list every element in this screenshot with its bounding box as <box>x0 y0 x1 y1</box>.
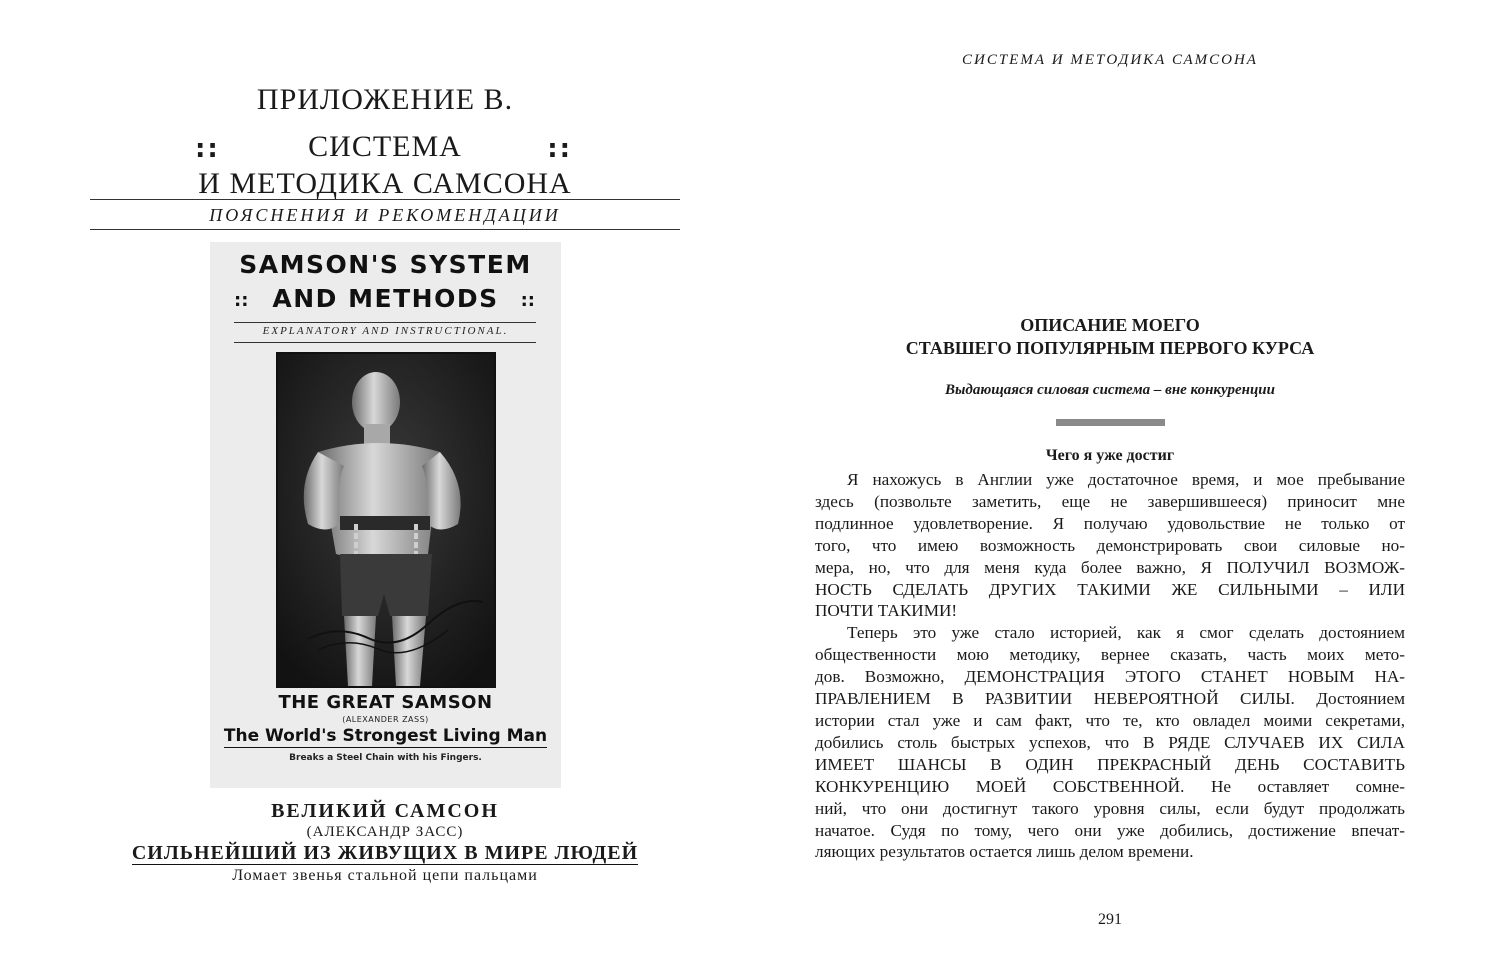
section-title-line-2: СТАВШЕГО ПОПУЛЯРНЫМ ПЕРВОГО КУРСА <box>905 338 1315 358</box>
title-rule-top <box>90 199 680 200</box>
body-line: здесь (позвольте заметить, еще не завершившееся) приносит мне <box>815 491 1405 511</box>
ornament-dots-left: :: <box>195 134 220 164</box>
poster-subtitle: EXPLANATORY AND INSTRUCTIONAL. <box>262 325 509 337</box>
poster-caption-name: THE GREAT SAMSON <box>278 692 493 713</box>
section-subtitle: Выдающаяся силовая система – вне конкуренции <box>945 382 1275 398</box>
body-line: подлинное удовлетворение. Я получаю удовольствие не только от <box>815 513 1405 533</box>
body-line: общественности мою методику, вернее сказать, часть моих мето- <box>815 645 1405 665</box>
poster-rule-bottom <box>234 342 536 343</box>
subhead: Чего я уже достиг <box>1045 447 1175 464</box>
strongman-figure-icon <box>278 354 494 686</box>
body-line: ИМЕЕТ ШАНСЫ В ОДИН ПРЕКРАСНЫЙ ДЕНЬ СОСТАВИТЬ <box>815 754 1405 774</box>
section-title <box>815 314 1405 360</box>
poster-ornament-left: :: <box>234 290 249 311</box>
poster-image <box>210 242 561 788</box>
poster-caption-real-name: (ALEXANDER ZASS) <box>342 715 429 724</box>
title-rule-bottom <box>90 229 680 230</box>
body-line: НОСТЬ СДЕЛАТЬ ДРУГИХ ТАКИМИ ЖЕ СИЛЬНЫМИ – ИЛИ <box>815 579 1405 599</box>
body-text <box>815 469 1405 863</box>
section-divider-bar <box>1056 419 1165 426</box>
poster-ornament-right: :: <box>520 290 535 311</box>
body-line: истории стал уже и сам факт, что те, кто овладел моими секретами, <box>815 710 1405 730</box>
body-line: ПРАВЛЕНИЕМ В РАЗВИТИИ НЕВЕРОЯТНОЙ СИЛЫ. Достоянием <box>815 689 1405 709</box>
body-line: того, что имею возможность демонстрировать свои силовые но- <box>815 535 1405 555</box>
page-number: 291 <box>1098 911 1122 928</box>
caption-real-name: (АЛЕКСАНДР ЗАСС) <box>306 824 464 840</box>
strongman-photo <box>276 352 496 688</box>
body-line: мера, но, что для меня куда более важно, Я ПОЛУЧИЛ ВОЗМОЖ- <box>815 557 1405 577</box>
chapter-title <box>90 128 680 202</box>
right-page <box>770 0 1495 974</box>
chapter-title-line-2: И МЕТОДИКА САМСОНА <box>198 167 572 200</box>
body-line: начатое. Судя по тому, чего они уже добились, достижение впечат- <box>815 820 1405 840</box>
body-line: КОНКУРЕНЦИЮ МОЕЙ СОБСТВЕННОЙ. Не оставляет сомне- <box>815 776 1405 796</box>
chapter-title-line-1: СИСТЕМА <box>308 130 462 163</box>
caption-feat: Ломает звенья стальной цепи пальцами <box>232 867 538 884</box>
body-line: Теперь это уже стало историей, как я смог сделать достоянием <box>847 623 1405 643</box>
chapter-subtitle: ПОЯСНЕНИЯ И РЕКОМЕНДАЦИИ <box>209 205 561 225</box>
running-head: СИСТЕМА И МЕТОДИКА САМСОНА <box>962 52 1258 68</box>
caption-name: ВЕЛИКИЙ САМСОН <box>271 800 499 822</box>
body-line: ляющих результатов остается лишь делом времени. <box>815 842 1194 862</box>
section-title-line-1: ОПИСАНИЕ МОЕГО <box>1020 315 1200 335</box>
poster-title-line-2: AND METHODS <box>272 284 499 313</box>
body-line: Я нахожусь в Англии уже достаточное время, и мое пребывание <box>847 470 1405 489</box>
poster-caption-tagline <box>210 726 561 746</box>
body-line: добились столь быстрых успехов, что В РЯДЕ СЛУЧАЕВ ИХ СИЛА <box>815 732 1405 752</box>
ornament-dots-right: :: <box>547 134 572 164</box>
poster-caption-tagline-text: The World's Strongest Living Man <box>223 726 548 746</box>
appendix-title: ПРИЛОЖЕНИЕ В. <box>256 83 514 116</box>
poster-caption-feat: Breaks a Steel Chain with his Fingers. <box>289 753 482 763</box>
body-line: ПОЧТИ ТАКИМИ! <box>815 601 958 621</box>
body-line: дов. Возможно, ДЕМОНСТРАЦИЯ ЭТОГО СТАНЕТ НОВЫМ НА- <box>815 667 1405 687</box>
caption-tagline <box>90 842 680 865</box>
poster-rule-top <box>234 322 536 323</box>
body-line: ний, что они достигнут такого уровня силы, если будут продолжать <box>815 798 1405 818</box>
poster-title-line-1: SAMSON'S SYSTEM <box>239 250 532 279</box>
caption-tagline-text: СИЛЬНЕЙШИЙ ИЗ ЖИВУЩИХ В МИРЕ ЛЮДЕЙ <box>131 842 639 864</box>
